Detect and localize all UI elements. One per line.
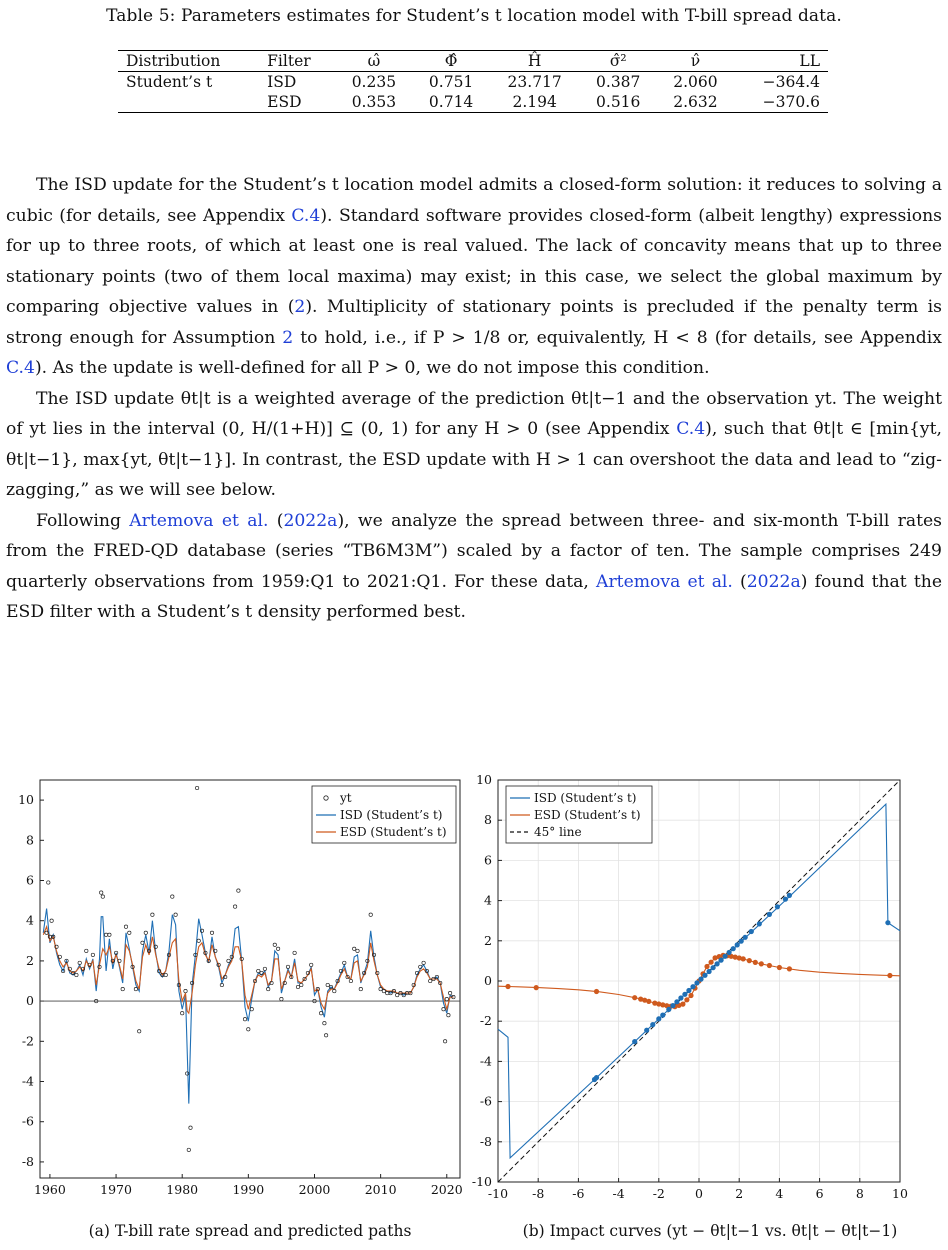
observation-point	[184, 989, 187, 992]
observation-point	[195, 786, 198, 789]
observation-point	[333, 989, 336, 992]
observation-point	[50, 919, 53, 922]
x-tick-label: 2000	[298, 1182, 331, 1197]
x-tick-label: -4	[612, 1186, 625, 1201]
x-tick-label: -6	[572, 1186, 585, 1201]
esd-impact-point	[747, 958, 752, 963]
cell-omega: 0.353	[351, 93, 397, 111]
observation-point	[144, 931, 147, 934]
isd-impact-point	[656, 1016, 661, 1021]
observation-point	[359, 987, 362, 990]
isd-impact-point	[702, 973, 707, 978]
isd-impact-point	[767, 912, 772, 917]
observation-point	[233, 905, 236, 908]
esd-impact-point	[632, 995, 637, 1000]
esd-impact-point	[753, 960, 758, 965]
isd-impact-point	[632, 1039, 637, 1044]
body-text	[6, 170, 942, 628]
observation-point	[324, 1034, 327, 1037]
x-tick-label: 0	[695, 1186, 703, 1201]
observation-point	[151, 913, 154, 916]
observation-point	[75, 973, 78, 976]
impact-curve-chart	[468, 770, 948, 1215]
isd-impact-point	[787, 893, 792, 898]
observation-point	[386, 991, 389, 994]
cell-nu: 2.632	[673, 93, 718, 111]
isd-impact-point	[666, 1007, 671, 1012]
header-filter: Filter	[267, 52, 311, 70]
figure-a-caption: (a) T-bill rate spread and predicted paths	[88, 1222, 412, 1240]
observation-point	[396, 993, 399, 996]
observation-point	[174, 913, 177, 916]
isd-impact-point	[644, 1028, 649, 1033]
cell-phi: 0.751	[428, 73, 474, 91]
equation-link[interactable]: 2	[294, 297, 306, 317]
esd-impact-point	[709, 960, 714, 965]
observation-point	[171, 895, 174, 898]
observation-point	[353, 947, 356, 950]
legend-label: ISD (Student’s t)	[340, 808, 443, 822]
esd-impact-point	[704, 964, 709, 969]
cell-h: 2.194	[512, 93, 557, 111]
isd-impact-point	[715, 961, 720, 966]
assumption-link[interactable]: 2	[282, 327, 294, 348]
text-run: Following	[36, 510, 130, 531]
esd-series-line	[43, 927, 453, 1014]
isd-impact-point	[757, 921, 762, 926]
parameter-table	[118, 50, 828, 113]
observation-point	[276, 947, 279, 950]
observation-point	[293, 951, 296, 954]
observation-point	[210, 931, 213, 934]
x-tick-label: 6	[815, 1186, 824, 1201]
isd-impact-point	[698, 977, 703, 982]
paragraph-3	[6, 506, 942, 628]
x-tick-label: -2	[652, 1186, 665, 1201]
observation-point	[100, 891, 103, 894]
y-tick-label: -6	[21, 1113, 34, 1129]
x-tick-label: 10	[892, 1186, 908, 1201]
cell-sigma2: 0.387	[596, 73, 641, 91]
esd-impact-point	[680, 1002, 685, 1007]
header-omega: ω̂	[367, 52, 381, 70]
header-ll: LL	[799, 52, 820, 70]
paragraph-2	[6, 384, 942, 506]
observation-point	[382, 989, 385, 992]
isd-impact-point	[727, 950, 732, 955]
x-tick-label: 2020	[430, 1182, 463, 1197]
observation-point	[349, 979, 352, 982]
isd-impact-point	[783, 897, 788, 902]
paragraph-1	[6, 170, 942, 384]
observation-point	[447, 1014, 450, 1017]
y-tick-label: -8	[21, 1153, 34, 1169]
observation-point	[323, 1022, 326, 1025]
x-tick-label: 1960	[34, 1182, 66, 1197]
observation-point	[91, 953, 94, 956]
isd-impact-point	[674, 999, 679, 1004]
observation-point	[310, 963, 313, 966]
observation-point	[85, 949, 88, 952]
isd-impact-point	[885, 920, 890, 925]
observation-point	[197, 939, 200, 942]
observation-point	[104, 933, 107, 936]
observation-point	[263, 967, 266, 970]
y-tick-label: 4	[484, 892, 492, 908]
spread-chart	[0, 770, 470, 1215]
esd-impact-point	[787, 966, 792, 971]
x-tick-label: 2010	[364, 1182, 397, 1197]
isd-impact-point	[743, 935, 748, 940]
isd-impact-point	[707, 969, 712, 974]
observation-point	[181, 1012, 184, 1015]
text-run: ) found that the ESD filter with a Student’s t density performed best.	[6, 571, 942, 622]
observation-point	[124, 925, 127, 928]
isd-impact-point	[660, 1013, 665, 1018]
text-run: to hold, i.e., if P > 1/8 or, equivalently, H < 8 (for details, see Appendix	[293, 327, 942, 348]
y-tick-label: 6	[484, 852, 492, 868]
esd-impact-point	[759, 961, 764, 966]
y-tick-label: 6	[26, 872, 34, 888]
observation-point	[237, 889, 240, 892]
cell-filter: ISD	[267, 73, 297, 91]
esd-impact-point	[688, 993, 693, 998]
figure-b-caption: (b) Impact curves (yt − θt|t−1 vs. θt|t − θt|t−1)	[522, 1222, 898, 1240]
observation-point	[356, 949, 359, 952]
x-tick-label: 1990	[232, 1182, 265, 1197]
text-run: ). Multiplicity of stationary points is precluded if the penalty term is strong enough for Assumption	[6, 297, 942, 348]
observation-point	[108, 933, 111, 936]
legend-label: yt	[340, 791, 352, 805]
x-tick-label: 1970	[100, 1182, 132, 1197]
isd-impact-point	[719, 958, 724, 963]
x-tick-label: 2	[735, 1186, 744, 1201]
esd-impact-point	[684, 997, 689, 1002]
y-tick-label: -2	[479, 1013, 492, 1029]
y-tick-label: -2	[21, 1033, 34, 1049]
observation-point	[273, 943, 276, 946]
header-sigma2: σ̂²	[609, 52, 627, 70]
observation-point	[121, 987, 124, 990]
text-run: ). Standard software provides closed-form (albeit lengthy) expressions for up to three roots, of which at least one is real valued. The lack of concavity means that up to three stationary points (two of them local maxima) may exist; in this case, we select the global maximum by comparing objective values in (	[6, 205, 942, 317]
citation-link[interactable]: Artemova et al.	[129, 510, 269, 531]
y-tick-label: 0	[26, 993, 34, 1009]
text-run: (	[268, 510, 284, 531]
observation-point	[442, 1008, 445, 1011]
appendix-link[interactable]: C.4	[676, 419, 706, 439]
isd-impact-point	[650, 1022, 655, 1027]
observation-point	[379, 987, 382, 990]
observation-point	[429, 979, 432, 982]
text-run: (	[732, 571, 747, 592]
esd-impact-point	[646, 999, 651, 1004]
legend-label: ESD (Student’s t)	[534, 808, 641, 822]
observation-point	[134, 987, 137, 990]
observation-point	[296, 985, 299, 988]
y-tick-label: -6	[479, 1093, 492, 1109]
citation-year-link[interactable]: 2022a	[746, 571, 801, 592]
observation-point	[448, 991, 451, 994]
observation-point	[128, 931, 131, 934]
isd-impact-point	[711, 965, 716, 970]
text-run: ). As the update is well-defined for all P > 0, we do not impose this condition.	[34, 358, 710, 378]
y-tick-label: 10	[476, 772, 492, 787]
isd-impact-point	[678, 995, 683, 1000]
observation-point	[326, 983, 329, 986]
isd-impact-point	[739, 939, 744, 944]
cell-phi: 0.714	[428, 93, 474, 111]
y-tick-label: 10	[18, 792, 34, 808]
legend-label: 45° line	[534, 825, 582, 839]
header-nu: ν̂	[690, 52, 701, 70]
y-tick-label: 8	[26, 832, 34, 848]
x-tick-label: 8	[855, 1186, 864, 1201]
isd-impact-point	[723, 954, 728, 959]
table-header-row	[118, 51, 828, 72]
text-run: The ISD update θt|t is a weighted average of the prediction θt|t−1 and the observation yt. The weight of yt lies in the interval (0, H/(1+H)] ⊆ (0, 1) for any H > 0 (see Appendix	[6, 388, 942, 439]
esd-impact-point	[777, 965, 782, 970]
table-row	[118, 92, 828, 113]
observation-point	[189, 1126, 192, 1129]
text-run: The ISD update for the Student’s t location model admits a closed-form solution: it reduces to solving a cubic (for details, see Appendix	[6, 175, 942, 226]
observation-point	[243, 1018, 246, 1021]
cell-nu: 2.060	[673, 73, 718, 91]
observation-point	[164, 973, 167, 976]
x-tick-label: -10	[487, 1186, 509, 1201]
isd-impact-point	[749, 929, 754, 934]
isd-impact-point	[690, 984, 695, 989]
cell-h: 23.717	[507, 73, 562, 91]
y-tick-label: -8	[479, 1133, 492, 1149]
observation-point	[300, 983, 303, 986]
text-run: ), we analyze the spread between three- and six-month T-bill rates from the FRED-QD database (series “TB6M3M”) scaled by a factor of ten. The sample comprises 249 quarterly observations from 1959:Q1 to 2021:Q1. For these data,	[6, 510, 942, 592]
legend-label: ESD (Student’s t)	[340, 825, 447, 839]
esd-impact-point	[741, 956, 746, 961]
isd-impact-point	[775, 904, 780, 909]
esd-impact-point	[534, 985, 539, 990]
isd-impact-point	[594, 1075, 599, 1080]
isd-impact-point	[670, 1003, 675, 1008]
isd-impact-point	[731, 946, 736, 951]
observation-point	[445, 997, 448, 1000]
table-caption: Table 5: Parameters estimates for Student’s t location model with T-bill spread data.	[106, 6, 842, 26]
esd-impact-point	[767, 963, 772, 968]
x-tick-label: -8	[532, 1186, 545, 1201]
observation-point	[369, 913, 372, 916]
cell-sigma2: 0.516	[596, 93, 641, 111]
x-tick-label: 1980	[166, 1182, 199, 1197]
esd-impact-point	[594, 989, 599, 994]
observation-point	[443, 1040, 446, 1043]
observation-point	[101, 895, 104, 898]
observation-point	[280, 997, 283, 1000]
cell-distribution: Student’s t	[126, 73, 213, 91]
esd-impact-point	[505, 984, 510, 989]
cell-omega: 0.235	[351, 73, 397, 91]
observation-point	[247, 1028, 250, 1031]
y-tick-label: -10	[471, 1174, 492, 1189]
y-tick-label: 4	[26, 912, 34, 928]
appendix-link[interactable]: C.4	[6, 358, 35, 378]
observation-point	[257, 969, 260, 972]
citation-year-link[interactable]: 2022a	[283, 510, 338, 531]
observation-point	[187, 1148, 190, 1151]
isd-series-line	[43, 909, 453, 1104]
cell-ll: −364.4	[762, 73, 820, 91]
y-tick-label: 8	[484, 812, 492, 828]
header-phi: Φ̂	[444, 52, 458, 70]
isd-impact-point	[686, 988, 691, 993]
citation-link[interactable]: Artemova et al.	[596, 571, 733, 592]
cell-ll: −370.6	[762, 93, 820, 111]
isd-impact-point	[694, 980, 699, 985]
y-tick-label: -4	[479, 1053, 492, 1069]
observation-point	[138, 1030, 141, 1033]
header-h: Ĥ	[527, 52, 542, 70]
header-distribution: Distribution	[126, 52, 221, 70]
appendix-link[interactable]: C.4	[291, 205, 321, 226]
observation-point	[47, 881, 50, 884]
observation-point	[227, 959, 230, 962]
legend-marker	[324, 796, 328, 800]
observation-point	[319, 1012, 322, 1015]
table-row	[118, 72, 828, 93]
isd-impact-point	[682, 992, 687, 997]
x-tick-label: 4	[775, 1186, 784, 1201]
y-tick-label: 2	[484, 932, 492, 948]
y-tick-label: -4	[21, 1073, 34, 1089]
y-tick-label: 2	[26, 952, 34, 968]
isd-impact-point	[735, 942, 740, 947]
y-tick-label: 0	[484, 973, 492, 988]
legend-label: ISD (Student’s t)	[534, 791, 637, 805]
cell-filter: ESD	[267, 93, 302, 111]
esd-impact-point	[887, 973, 892, 978]
text-run: ), such that θt|t ∈ [min{yt, θt|t−1}, max{yt, θt|t−1}]. In contrast, the ESD update with H > 1 can overshoot the data and lead to “zig-zagging,” as we will see below.	[6, 419, 942, 500]
cell-distribution	[118, 92, 259, 113]
